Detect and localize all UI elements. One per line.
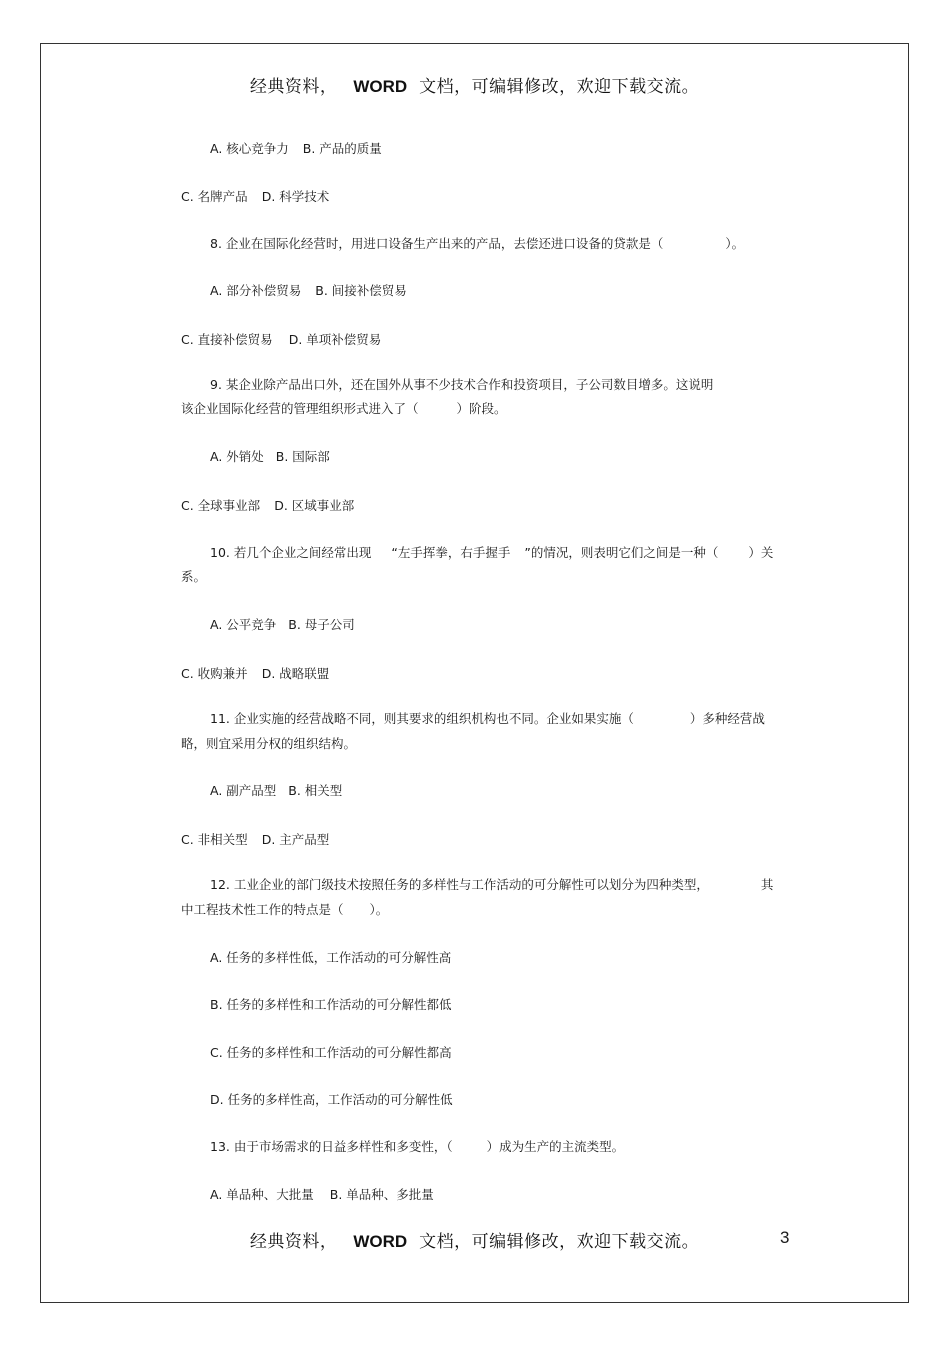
option-line: A. 部分补偿贸易 B. 间接补偿贸易: [210, 283, 407, 298]
question-9: 9. 某企业除产品出口外，还在国外从事不少技术合作和投资项目，子公司数目增多。这说明: [210, 377, 714, 392]
option-line: A. 公平竞争 B. 母子公司: [210, 617, 355, 632]
option-line: C. 非相关型 D. 主产品型: [181, 832, 330, 847]
option-line: A. 单品种、大批量 B. 单品种、多批量: [210, 1187, 434, 1202]
option-line: B. 任务的多样性和工作活动的可分解性都低: [210, 997, 452, 1012]
question-12-cont: 中工程技术性工作的特点是（ ）。: [181, 902, 389, 917]
page-number: 3: [780, 1228, 790, 1247]
footer-text-2: 文档，可编辑修改，欢迎下载交流。: [419, 1232, 700, 1252]
option-line: A. 副产品型 B. 相关型: [210, 783, 343, 798]
question-9-cont: 该企业国际化经营的管理组织形式进入了（ ）阶段。: [181, 401, 507, 416]
question-12: 12. 工业企业的部门级技术按照任务的多样性与工作活动的可分解性可以划分为四种类型， 其: [210, 877, 774, 892]
footer-text-1: 经典资料，: [249, 1232, 338, 1252]
option-line: A. 核心竞争力 B. 产品的质量: [210, 141, 382, 156]
header-word: WORD: [353, 77, 408, 96]
question-11-cont: 略，则宜采用分权的组织结构。: [181, 736, 357, 751]
option-line: C. 全球事业部 D. 区域事业部: [181, 498, 355, 513]
header-text-2: 文档，可编辑修改，欢迎下载交流。: [419, 77, 700, 97]
question-8: 8. 企业在国际化经营时，用进口设备生产出来的产品，去偿还进口设备的贷款是（ ）。: [210, 236, 745, 251]
question-10-cont: 系。: [181, 569, 207, 584]
option-line: C. 收购兼并 D. 战略联盟: [181, 666, 330, 681]
option-line: C. 名牌产品 D. 科学技术: [181, 189, 330, 204]
question-10: 10. 若几个企业之间经常出现 “左手挥拳，右手握手 ”的情况，则表明它们之间是一种（ ）关: [210, 545, 774, 560]
footer-word: WORD: [353, 1232, 408, 1251]
option-line: C. 直接补偿贸易 D. 单项补偿贸易: [181, 332, 382, 347]
page-footer: [40, 1227, 909, 1252]
page-header: [40, 72, 909, 97]
option-line: D. 任务的多样性高，工作活动的可分解性低: [210, 1092, 453, 1107]
option-line: A. 外销处 B. 国际部: [210, 449, 330, 464]
question-13: 13. 由于市场需求的日益多样性和多变性，（ ）成为生产的主流类型。: [210, 1139, 625, 1154]
question-11: 11. 企业实施的经营战略不同，则其要求的组织机构也不同。企业如果实施（ ）多种经营战: [210, 711, 765, 726]
option-line: C. 任务的多样性和工作活动的可分解性都高: [210, 1045, 452, 1060]
page-border: [40, 43, 909, 1303]
header-text-1: 经典资料，: [249, 77, 338, 97]
option-line: A. 任务的多样性低，工作活动的可分解性高: [210, 950, 452, 965]
